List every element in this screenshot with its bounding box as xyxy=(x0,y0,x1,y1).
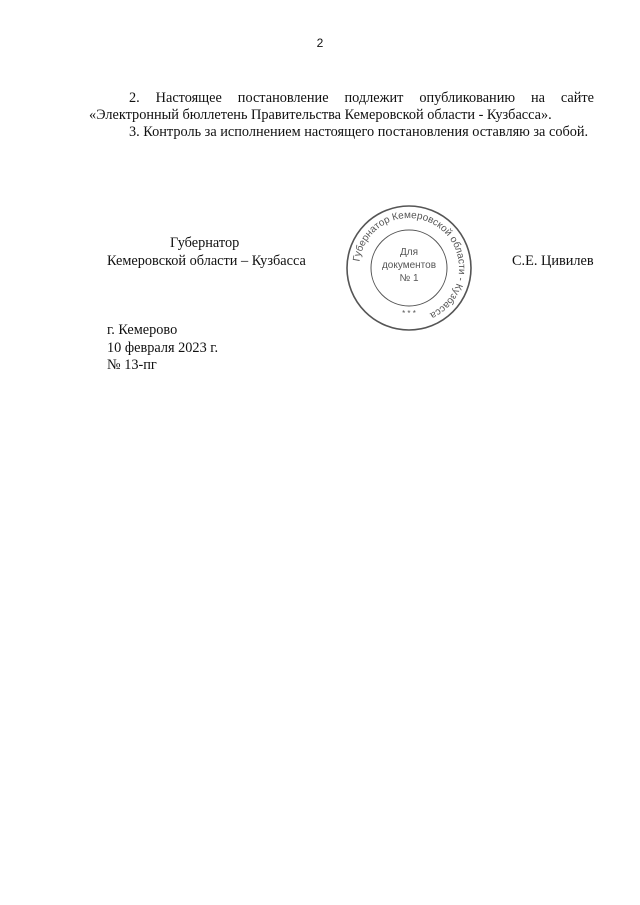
stamp-ring-text: Губернатор Кемеровской области - Кузбасса xyxy=(351,209,468,321)
page-number: 2 xyxy=(316,36,324,50)
stamp-graphic xyxy=(344,203,474,333)
stamp-line-1: Для xyxy=(399,247,419,258)
document-number: № 13-пг xyxy=(107,357,157,373)
paragraph-3: 3. Контроль за исполнением настоящего постановления оставляю за собой. xyxy=(129,124,589,140)
issue-date: 10 февраля 2023 г. xyxy=(107,340,219,356)
paragraph-2: 2. Настоящее постановление подлежит опубликованию на сайте «Электронный бюллетень Правительства Кемеровской области - Кузбасса». xyxy=(89,90,594,123)
signatory-region: Кемеровской области – Кузбасса xyxy=(107,253,306,269)
issue-city: г. Кемерово xyxy=(107,322,178,338)
signatory-title: Губернатор xyxy=(170,235,240,251)
official-stamp xyxy=(344,203,474,333)
stamp-line-2: документов xyxy=(381,260,437,271)
stamp-stars: * * * xyxy=(402,309,416,318)
stamp-line-3: № 1 xyxy=(399,273,419,284)
signatory-name: С.Е. Цивилев xyxy=(512,253,594,269)
